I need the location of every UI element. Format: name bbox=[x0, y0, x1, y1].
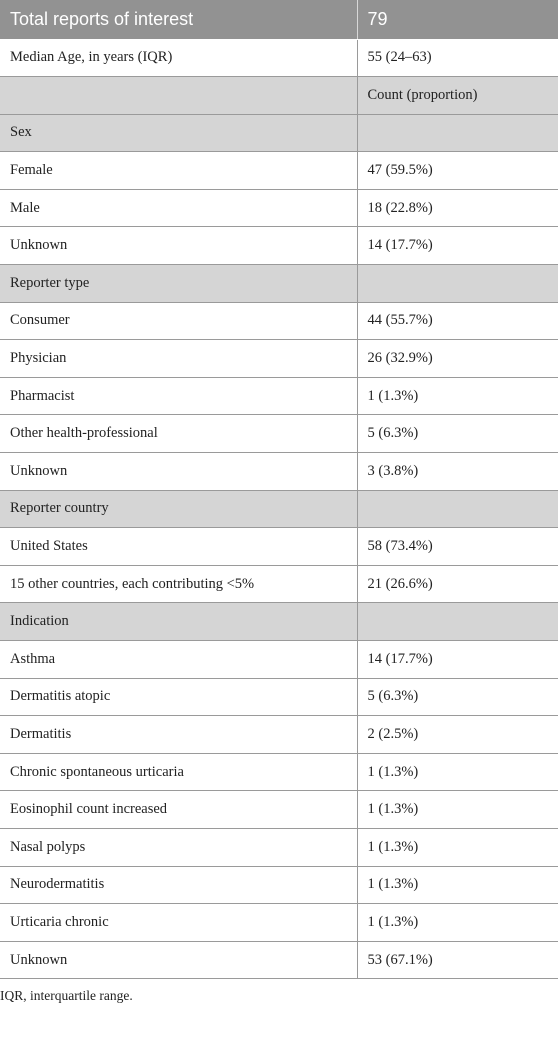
footnote: IQR, interquartile range. bbox=[0, 988, 133, 1004]
section-value-empty bbox=[357, 603, 558, 641]
row-value: 53 (67.1%) bbox=[357, 941, 558, 979]
section-title: Reporter country bbox=[0, 490, 357, 528]
header-value: 79 bbox=[357, 0, 558, 39]
table-row bbox=[0, 716, 558, 754]
median-age-label: Median Age, in years (IQR) bbox=[0, 39, 357, 77]
header-label: Total reports of interest bbox=[0, 0, 357, 39]
section-title: Sex bbox=[0, 114, 357, 152]
row-value: 18 (22.8%) bbox=[357, 189, 558, 227]
row-label: Dermatitis bbox=[0, 716, 357, 754]
header-row bbox=[0, 0, 558, 39]
table-row bbox=[0, 453, 558, 491]
row-value: 3 (3.8%) bbox=[357, 453, 558, 491]
table-row bbox=[0, 528, 558, 566]
row-value: 1 (1.3%) bbox=[357, 791, 558, 829]
median-age-value: 55 (24–63) bbox=[357, 39, 558, 77]
row-value: 47 (59.5%) bbox=[357, 152, 558, 190]
table-row bbox=[0, 377, 558, 415]
count-header-empty bbox=[0, 77, 357, 115]
row-label: Female bbox=[0, 152, 357, 190]
table-row bbox=[0, 302, 558, 340]
row-value: 26 (32.9%) bbox=[357, 340, 558, 378]
row-label: Unknown bbox=[0, 227, 357, 265]
row-label: Eosinophil count increased bbox=[0, 791, 357, 829]
median-age-row bbox=[0, 39, 558, 77]
table-row bbox=[0, 791, 558, 829]
table-row bbox=[0, 941, 558, 979]
row-label: Unknown bbox=[0, 453, 357, 491]
table-row bbox=[0, 753, 558, 791]
table-row bbox=[0, 904, 558, 942]
row-label: Unknown bbox=[0, 941, 357, 979]
section-title: Reporter type bbox=[0, 265, 357, 303]
row-label: Physician bbox=[0, 340, 357, 378]
row-value: 14 (17.7%) bbox=[357, 641, 558, 679]
row-value: 1 (1.3%) bbox=[357, 866, 558, 904]
table-row bbox=[0, 415, 558, 453]
table-row bbox=[0, 152, 558, 190]
row-value: 2 (2.5%) bbox=[357, 716, 558, 754]
row-label: United States bbox=[0, 528, 357, 566]
row-label: Pharmacist bbox=[0, 377, 357, 415]
section-title: Indication bbox=[0, 603, 357, 641]
section-value-empty bbox=[357, 490, 558, 528]
row-label: Male bbox=[0, 189, 357, 227]
row-value: 1 (1.3%) bbox=[357, 828, 558, 866]
row-label: Asthma bbox=[0, 641, 357, 679]
row-label: Consumer bbox=[0, 302, 357, 340]
row-label: 15 other countries, each contributing <5% bbox=[0, 565, 357, 603]
row-value: 58 (73.4%) bbox=[357, 528, 558, 566]
count-header-label: Count (proportion) bbox=[357, 77, 558, 115]
section-header-row bbox=[0, 603, 558, 641]
table-row bbox=[0, 678, 558, 716]
row-value: 1 (1.3%) bbox=[357, 904, 558, 942]
table-row bbox=[0, 340, 558, 378]
table-row bbox=[0, 866, 558, 904]
row-label: Other health-professional bbox=[0, 415, 357, 453]
row-label: Nasal polyps bbox=[0, 828, 357, 866]
row-label: Urticaria chronic bbox=[0, 904, 357, 942]
table-row bbox=[0, 641, 558, 679]
row-label: Chronic spontaneous urticaria bbox=[0, 753, 357, 791]
section-header-row bbox=[0, 114, 558, 152]
section-value-empty bbox=[357, 265, 558, 303]
table-row bbox=[0, 189, 558, 227]
row-value: 5 (6.3%) bbox=[357, 678, 558, 716]
row-value: 1 (1.3%) bbox=[357, 753, 558, 791]
section-header-row bbox=[0, 490, 558, 528]
section-header-row bbox=[0, 265, 558, 303]
section-value-empty bbox=[357, 114, 558, 152]
row-value: 44 (55.7%) bbox=[357, 302, 558, 340]
row-value: 1 (1.3%) bbox=[357, 377, 558, 415]
row-label: Neurodermatitis bbox=[0, 866, 357, 904]
table-row bbox=[0, 828, 558, 866]
table-row bbox=[0, 227, 558, 265]
row-value: 21 (26.6%) bbox=[357, 565, 558, 603]
row-value: 14 (17.7%) bbox=[357, 227, 558, 265]
row-value: 5 (6.3%) bbox=[357, 415, 558, 453]
table-row bbox=[0, 565, 558, 603]
row-label: Dermatitis atopic bbox=[0, 678, 357, 716]
count-header-row bbox=[0, 77, 558, 115]
